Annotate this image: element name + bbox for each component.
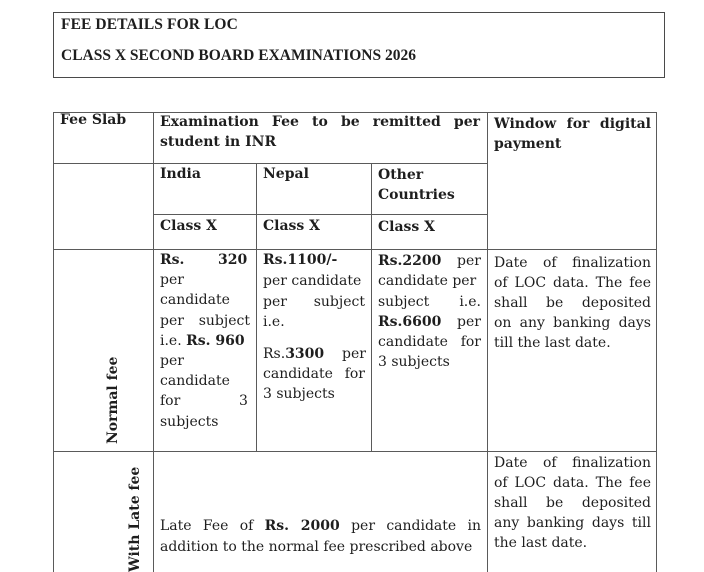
nepal-text-line: per subject (263, 294, 365, 310)
nepal-text-line: i.e. (263, 314, 285, 330)
row-sep-2 (153, 214, 487, 215)
country-india: India (160, 166, 201, 182)
india-total: Rs. 960 (186, 333, 245, 349)
class-other: Class X (378, 219, 436, 235)
nepal-text-line: per candidate (263, 273, 362, 289)
header-exam-fee-line2: student in INR (160, 134, 277, 150)
nepal-amount: Rs.1100/- (263, 252, 338, 268)
class-nepal: Class X (263, 218, 321, 234)
window-text-line: Date of finalization (494, 255, 651, 271)
india-rs-label: Rs. (160, 252, 185, 268)
document-title-box (53, 12, 665, 78)
india-amount: 320 (218, 252, 248, 268)
nepal-total: 3300 (285, 346, 325, 362)
india-text-line: subjects (160, 414, 219, 430)
nepal-rs: Rs. (263, 346, 286, 362)
country-other-line2: Countries (378, 187, 455, 203)
other-text-line: per (457, 314, 481, 330)
late-fee-text: Late Fee of (160, 518, 265, 534)
india-text-line: 3 (239, 393, 248, 409)
table-border-right (656, 112, 657, 572)
other-text-line: candidate for (378, 334, 481, 350)
col-sep-4 (487, 112, 488, 572)
window-text-line: on any banking days (494, 315, 651, 331)
header-window-line1: Window for digital (494, 116, 651, 132)
header-fee-slab: Fee Slab (60, 112, 127, 128)
late-fee-amount: Rs. 2000 (264, 518, 340, 534)
other-text-line: 3 subjects (378, 354, 450, 370)
country-nepal: Nepal (263, 166, 309, 182)
window-text-line: any banking days till (494, 515, 651, 531)
india-text-line: per subject (160, 313, 250, 329)
col-sep-3 (371, 163, 372, 451)
window-text-line: shall be deposited (494, 495, 651, 511)
window-text-line: of LOC data. The fee (494, 475, 651, 491)
india-text-line: per (160, 272, 184, 288)
nepal-text-line: per (342, 346, 366, 362)
title-line-2: CLASS X SECOND BOARD EXAMINATIONS 2026 (61, 47, 416, 64)
india-text-line: per (160, 353, 184, 369)
india-text-line: candidate (160, 373, 230, 389)
col-sep-1 (153, 112, 154, 572)
table-border-left (53, 112, 54, 572)
india-text-line: candidate (160, 292, 230, 308)
other-text-line: candidate per (378, 273, 477, 289)
header-window-line2: payment (494, 136, 562, 152)
other-text-line: per (457, 253, 481, 269)
india-text-line: for (160, 393, 181, 409)
row-label-normal-fee: Normal fee (105, 356, 121, 444)
row-sep-4 (53, 451, 657, 452)
window-text-line: shall be deposited (494, 295, 651, 311)
window-text-line: the last date. (494, 535, 588, 551)
row-label-late-fee: With Late fee (127, 466, 143, 572)
india-ie: i.e. (160, 333, 187, 349)
other-total: Rs.6600 (378, 314, 442, 330)
class-india: Class X (160, 218, 218, 234)
late-fee-text: per candidate in (339, 518, 481, 534)
row-sep-3 (53, 249, 657, 250)
nepal-text-line: candidate for (263, 366, 365, 382)
col-sep-2 (256, 163, 257, 451)
window-text-line: of LOC data. The fee (494, 275, 651, 291)
header-exam-fee-line1: Examination Fee to be remitted per (160, 114, 480, 130)
title-line-1: FEE DETAILS FOR LOC (61, 16, 238, 33)
country-other-line1: Other (378, 167, 424, 183)
other-amount: Rs.2200 (378, 253, 442, 269)
window-text-line: till the last date. (494, 335, 611, 351)
window-text-line: Date of finalization (494, 455, 651, 471)
nepal-text-line: 3 subjects (263, 386, 335, 402)
other-text-line: subject i.e. (378, 294, 481, 310)
late-fee-text: addition to the normal fee prescribed above (160, 539, 473, 555)
